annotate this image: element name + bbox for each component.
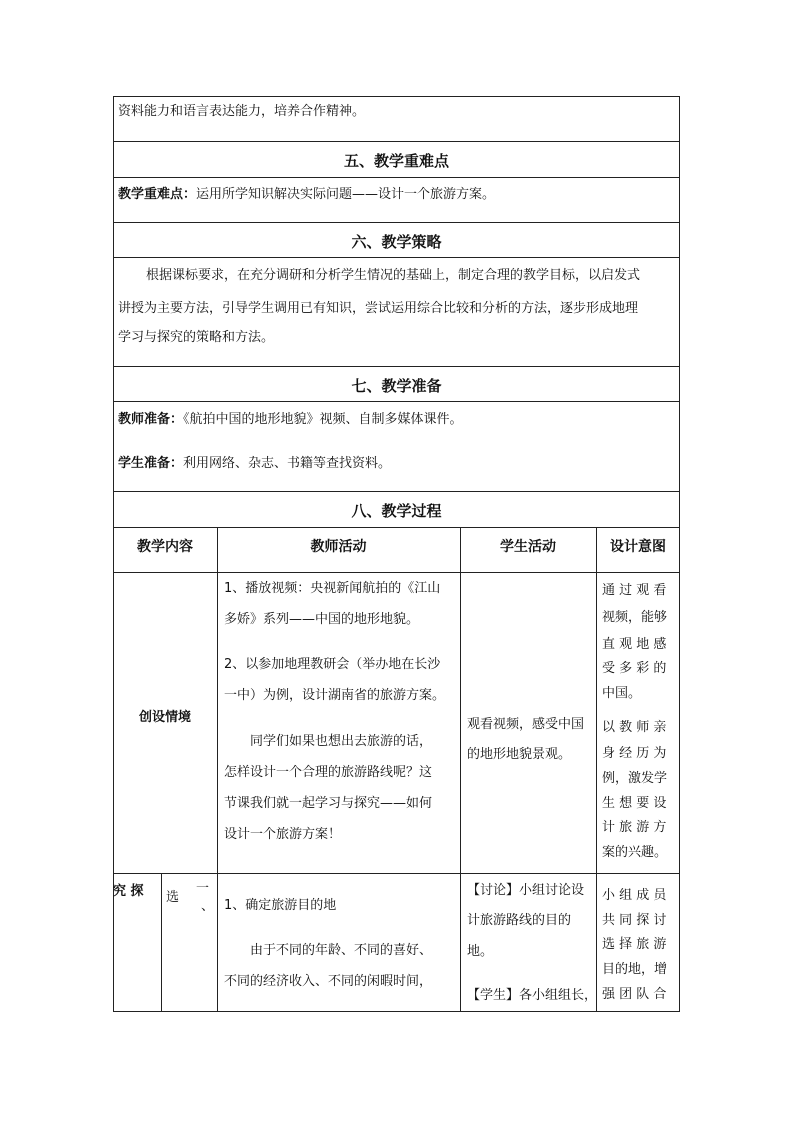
student-prep-text: 利用网络、杂志、书籍等查找资料。: [183, 456, 392, 471]
row1-intent-line: 例，激发学: [602, 771, 668, 786]
rule-top: [113, 96, 680, 97]
row2-student-line: 【学生】各小组组长，: [467, 988, 598, 1003]
row1-intent-line: 直 观 地 感: [602, 637, 667, 652]
section8-title: 八、教学过程: [351, 502, 442, 520]
rule: [113, 257, 680, 258]
rule: [113, 141, 680, 142]
rule: [113, 366, 680, 367]
row2-col-a: 究 探: [113, 884, 144, 899]
row1-intent-line: 计 旅 游 方: [602, 820, 667, 835]
col-divider: [161, 873, 162, 1011]
rule: [113, 873, 680, 874]
teacher-prep-label: 教师准备：: [118, 412, 184, 427]
student-prep-label: 学生准备：: [118, 456, 184, 471]
row2-student-line: 计旅游路线的目的: [467, 913, 572, 928]
row2-intent-line: 小 组 成 员: [602, 888, 667, 903]
row1-content: 创设情境: [138, 710, 191, 725]
row2-teacher-line: 由于不同的年龄、不同的喜好、: [250, 943, 433, 958]
row1-teacher-line: 1、播放视频：央视新闻航拍的《江山: [224, 581, 441, 596]
rule: [113, 572, 680, 573]
section6-line: 学习与探究的策略和方法。: [118, 330, 275, 345]
row2-teacher-line: 1、确定旅游目的地: [224, 898, 337, 913]
header-intent: 设计意图: [610, 539, 666, 555]
row2-col-c1: 一: [196, 881, 210, 896]
row1-intent-line: 以 教 师 亲: [602, 720, 667, 735]
row1-teacher-line: 设计一个旅游方案！: [224, 827, 342, 842]
section6-title: 六、教学策略: [351, 233, 442, 251]
row1-teacher-line: 同学们如果也想出去旅游的话，: [250, 734, 433, 749]
row2-student-line: 地。: [467, 944, 494, 959]
section6-line: 讲授为主要方法，引导学生调用已有知识，尝试运用综合比较和分析的方法，逐步形成地理: [118, 301, 639, 316]
row2-intent-line: 共 同 探 讨: [602, 913, 667, 928]
row1-intent-line: 视频，能够: [602, 610, 668, 625]
header-teacher: 教师活动: [310, 539, 367, 555]
row1-student-line: 观看视频，感受中国: [467, 717, 585, 732]
teacher-prep: [118, 411, 463, 429]
teacher-prep-text: 《航拍中国的地形地貌》视频、自制多媒体课件。: [183, 412, 463, 427]
row1-teacher-line: 节课我们就一起学习与探究——如何: [224, 796, 433, 811]
rule-bottom: [113, 1011, 680, 1012]
rule: [113, 401, 680, 402]
row2-intent-line: 选 择 旅 游: [602, 937, 667, 952]
row1-student-line: 的地形地貌景观。: [467, 747, 572, 762]
student-prep: [118, 455, 391, 473]
section5-title: 五、教学重难点: [343, 152, 449, 170]
intro-line: 资料能力和语言表达能力，培养合作精神。: [118, 104, 366, 119]
row1-teacher-line: 2、以参加地理教研会（举办地在长沙: [224, 657, 441, 672]
row1-intent-line: 受 多 彩 的: [602, 661, 667, 676]
rule: [113, 222, 680, 223]
row2-intent-line: 目的地，增: [602, 962, 668, 977]
section6-line: 根据课标要求，在充分调研和分析学生情况的基础上，制定合理的教学目标，以启发式: [146, 268, 641, 283]
row1-teacher-line: 多娇》系列——中国的地形地貌。: [224, 612, 420, 627]
rule: [113, 527, 680, 528]
row1-intent-line: 通 过 观 看: [602, 583, 667, 598]
col-divider: [217, 527, 218, 1011]
row2-student-line: 【讨论】小组讨论设: [467, 883, 585, 898]
header-content: 教学内容: [137, 539, 193, 555]
row1-intent-line: 中国。: [602, 686, 642, 701]
row2-intent-line: 强 团 队 合: [602, 987, 667, 1002]
row1-intent-line: 生 想 要 设: [602, 796, 667, 811]
rule: [113, 177, 680, 178]
row2-col-c2: 、: [201, 899, 215, 914]
col-divider: [596, 527, 597, 1011]
row2-teacher-line: 不同的经济收入、不同的闲暇时间，: [224, 974, 433, 989]
row1-teacher-line: 怎样设计一个合理的旅游路线呢？这: [224, 765, 433, 780]
rule: [113, 491, 680, 492]
header-student: 学生活动: [500, 539, 556, 555]
row1-intent-line: 身 经 历 为: [602, 746, 667, 761]
section7-title: 七、教学准备: [351, 377, 442, 395]
row2-col-b: 选: [166, 890, 180, 905]
section5-text: 运用所学知识解决实际问题——设计一个旅游方案。: [196, 187, 496, 202]
section5-content: [118, 186, 495, 204]
row1-teacher-line: 一中）为例，设计湖南省的旅游方案。: [224, 688, 446, 703]
col-divider: [460, 527, 461, 1011]
row1-intent-line: 案的兴趣。: [602, 845, 668, 860]
section5-label: 教学重难点：: [118, 187, 197, 202]
